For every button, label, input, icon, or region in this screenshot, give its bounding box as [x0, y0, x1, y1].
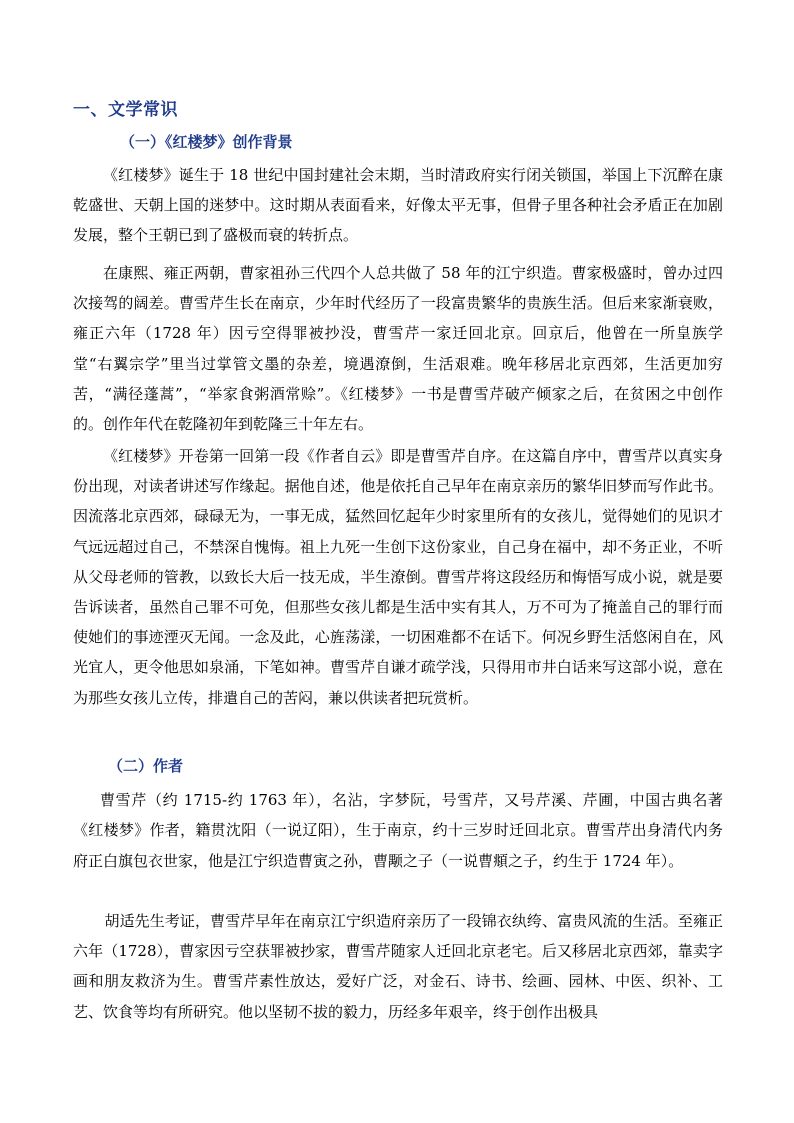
subsection-title-author: （二）作者: [108, 757, 184, 775]
paragraph-background-1: 《红楼梦》诞生于 18 世纪中国封建社会末期，当时清政府实行闭关锁国，举国上下沉醉在康乾盛世、天朝上国的迷梦中。这时期从表面看来，好像太平无事，但骨子里各种社会矛盾正在加剧发展，整个王朝已到了盛极而衰的转折点。: [73, 166, 723, 245]
paragraph-background-2: 在康熙、雍正两朝，曹家祖孙三代四个人总共做了 58 年的江宁织造。曹家极盛时，曾办过四次接驾的阔差。曹雪芹生长在南京，少年时代经历了一段富贵繁华的贵族生活。但后来家渐衰败，雍正六年（1728 年）因亏空得罪被抄没，曹雪芹一家迁回北京。回京后，他曾在一所皇族学堂“右翼宗学”里当过掌管文墨的杂差，境遇潦倒，生活艰难。晚年移居北京西郊，生活更加穷苦，“满径蓬蒿”，“举家食粥酒常赊”。《红楼梦》一书是曹雪芹破产倾家之后，在贫困之中创作的。创作年代在乾隆初年到乾隆三十年左右。: [73, 264, 723, 434]
paragraph-author-2: 胡适先生考证，曹雪芹早年在南京江宁织造府亲历了一段锦衣纨绔、富贵风流的生活。至雍正六年（1728），曹家因亏空获罪被抄家，曹雪芹随家人迁回北京老宅。后又移居北京西郊，靠卖字画和朋友救济为生。曹雪芹素性放达，爱好广泛，对金石、诗书、绘画、园林、中医、织补、工艺、饮食等均有所研究。他以坚韧不拔的毅力，历经多年艰辛，终于创作出极具: [73, 912, 723, 1021]
section-heading: 一、文学常识: [73, 100, 178, 120]
paragraph-background-3: 《红楼梦》开卷第一回第一段《作者自云》即是曹雪芹自序。在这篇自序中，曹雪芹以真实身份出现，对读者讲述写作缘起。据他自述，他是依托自己早年在南京亲历的繁华旧梦而写作此书。因流落北京西郊，碌碌无为，一事无成，猛然回忆起年少时家里所有的女孩儿，觉得她们的见识才气远远超过自己，不禁深自愧悔。祖上九死一生创下这份家业，自己身在福中，却不务正业，不听从父母老师的管教，以致长大后一技无成，半生潦倒。曹雪芹将这段经历和悔悟写成小说，就是要告诉读者，虽然自己罪不可免，但那些女孩儿都是生活中实有其人，万不可为了掩盖自己的罪行而使她们的事迹湮灭无闻。一念及此，心旌荡漾，一切困难都不在话下。何况乡野生活悠闲自在，风光宜人，更令他思如泉涌，下笔如神。曹雪芹自谦才疏学浅，只得用市井白话来写这部小说，意在为那些女孩儿立传，排遣自己的苦闷，兼以供读者把玩赏析。: [73, 447, 723, 707]
paragraph-author-1: 曹雪芹（约 1715-约 1763 年），名沾，字梦阮，号雪芹，又号芹溪、芹圃，中国古典名著《红楼梦》作者，籍贯沈阳（一说辽阳），生于南京，约十三岁时迁回北京。曹雪芹出身清代内务府正白旗包衣世家，他是江宁织造曹寅之孙，曹颙之子（一说曹頫之子，约生于 1724 年）。: [73, 791, 723, 870]
subsection-title-background: （一）《红楼梦》创作背景: [120, 133, 293, 151]
